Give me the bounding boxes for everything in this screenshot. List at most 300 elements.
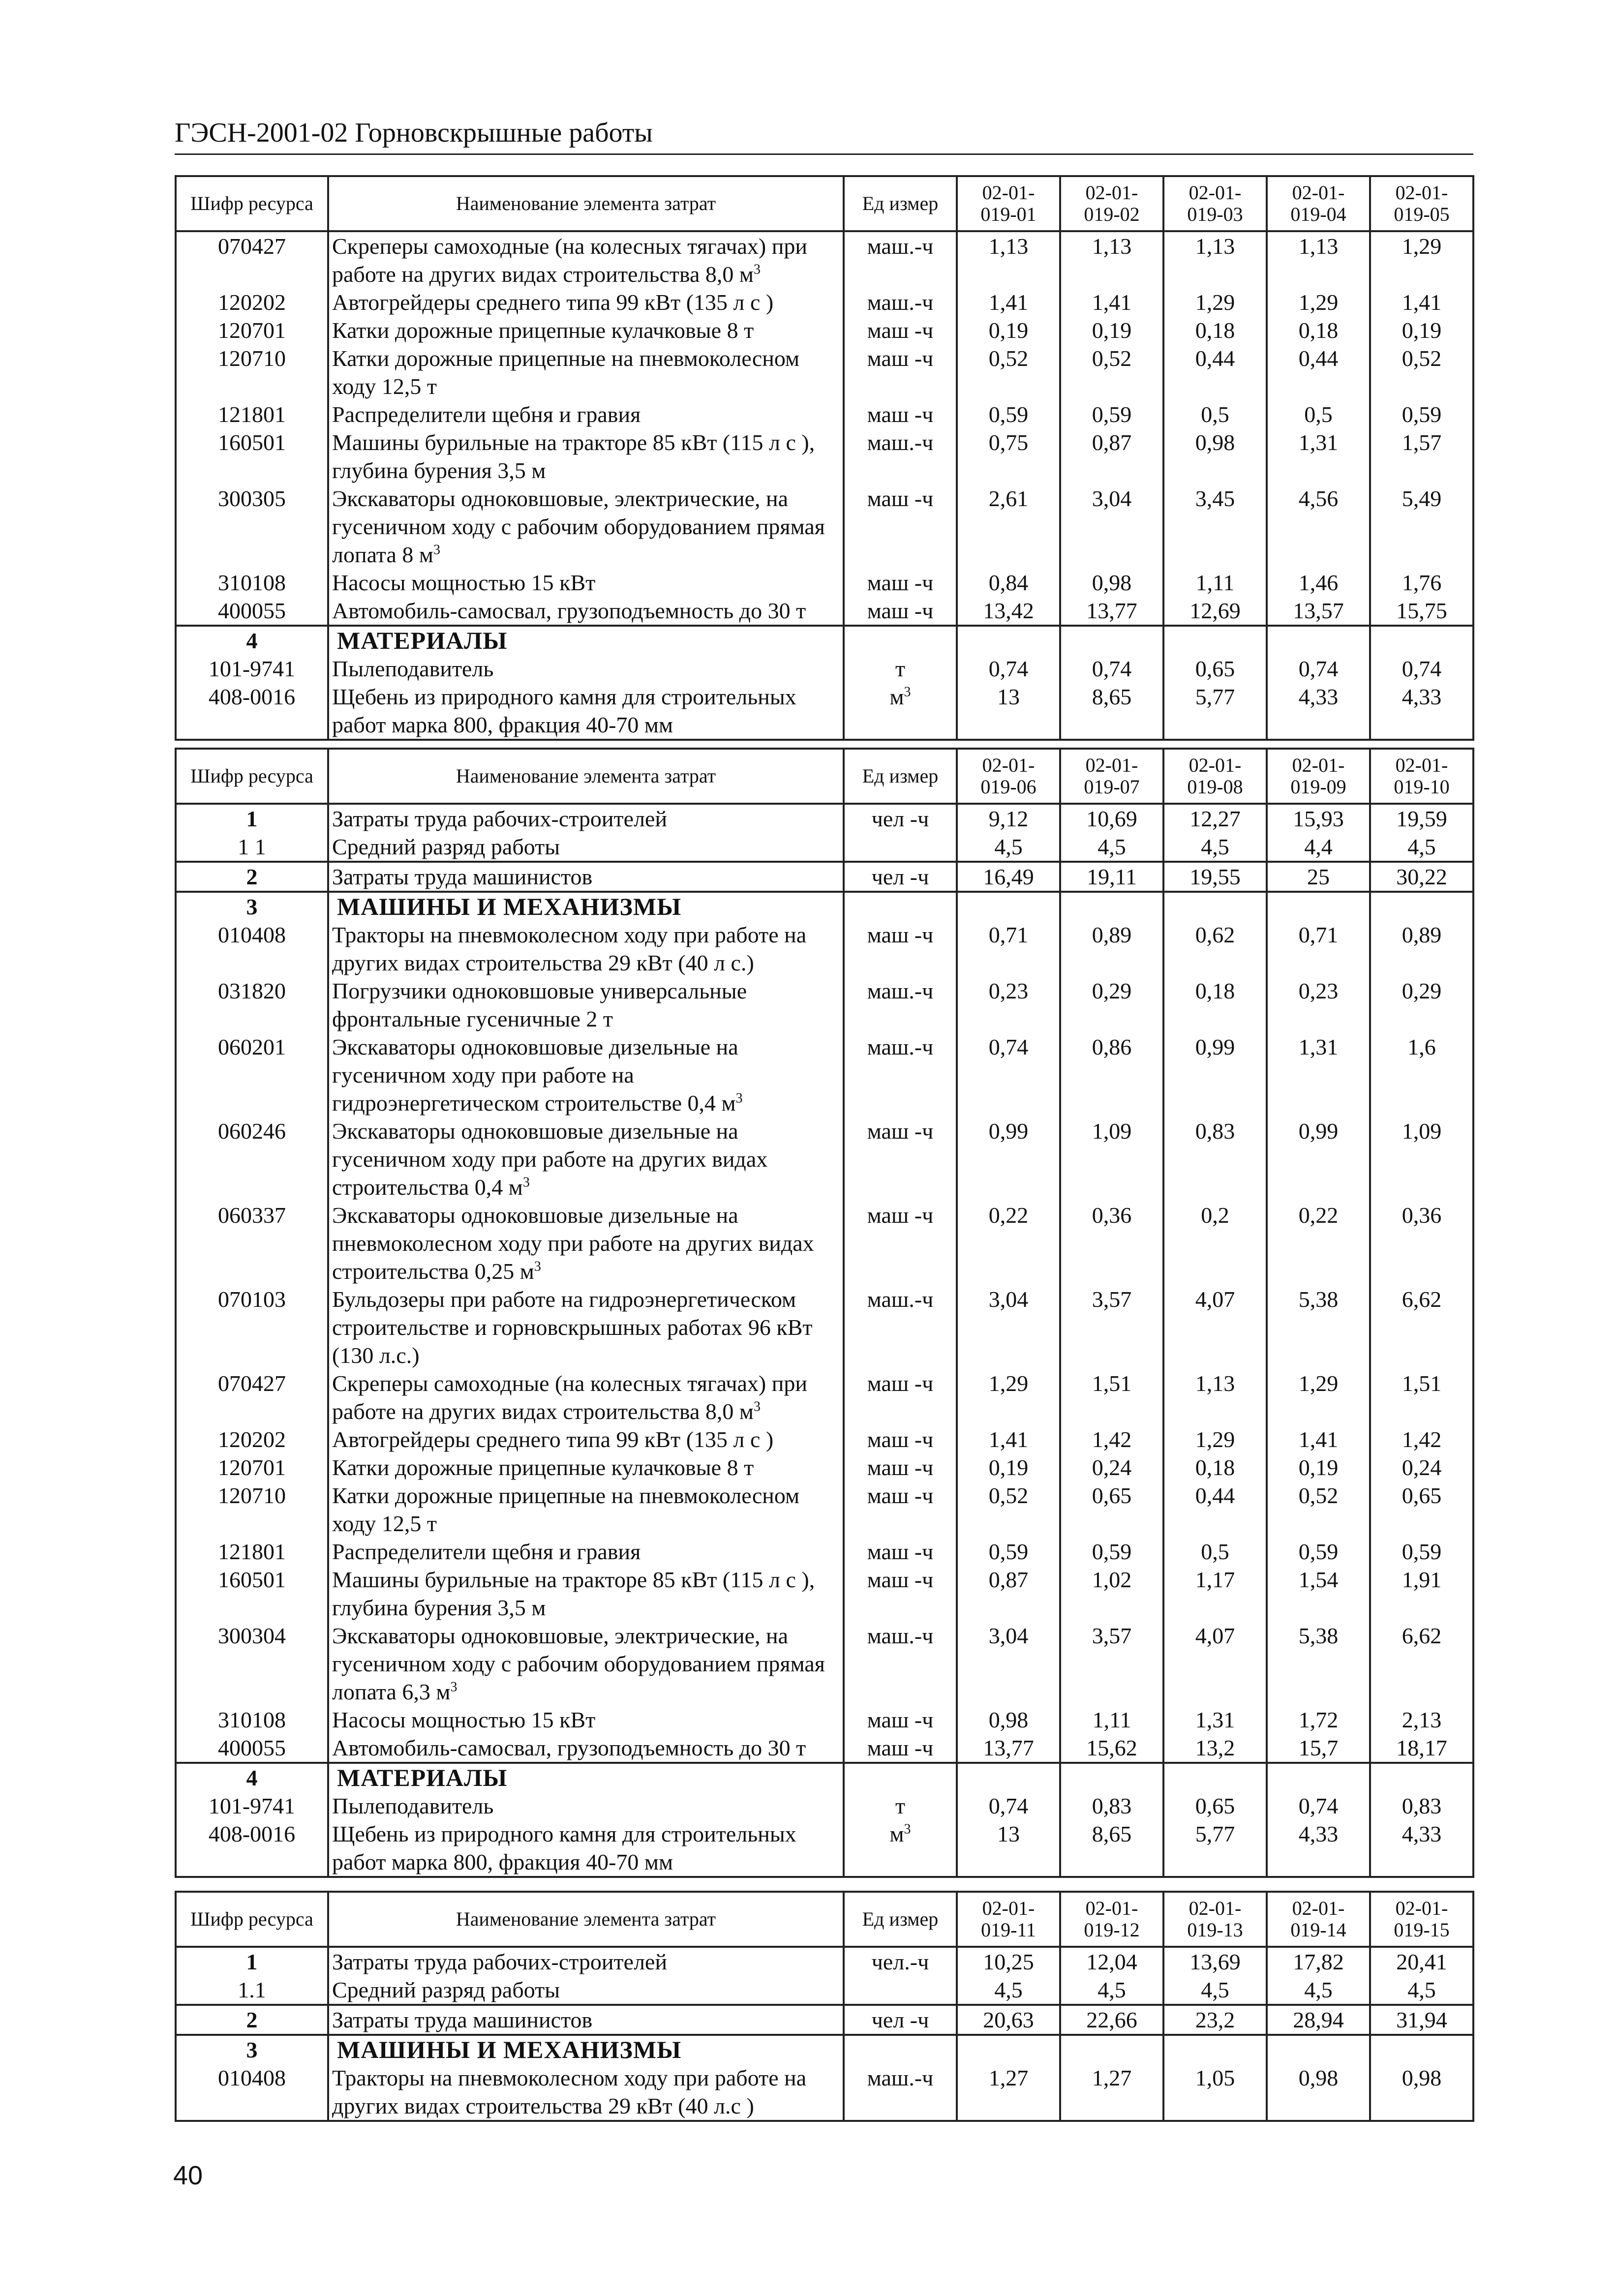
resource-name: Пылеподавитель	[328, 655, 844, 683]
resource-code: 070427	[176, 1369, 328, 1425]
norm-value: 19,11	[1060, 862, 1163, 892]
table-row	[176, 921, 1473, 977]
norm-value: 0,59	[1060, 1538, 1163, 1566]
table-row	[176, 597, 1473, 626]
resource-code: 1.1	[176, 1976, 328, 2005]
norm-value: 0,52	[1370, 344, 1473, 400]
resource-name: Машины бурильные на тракторе 85 кВт (115 л с ), глубина бурения 3,5 м	[328, 1566, 844, 1622]
norm-value: 0,18	[1267, 316, 1370, 344]
norm-value: 1,6	[1370, 1033, 1473, 1117]
norm-value: 0,29	[1060, 977, 1163, 1033]
norm-value: 15,7	[1267, 1734, 1370, 1763]
norm-value: 4,5	[1163, 833, 1267, 862]
norm-value: 8,65	[1060, 1820, 1163, 1877]
norm-value: 19,55	[1163, 862, 1267, 892]
resource-name: Тракторы на пневмоколесном ходу при работе на других видах строительства 29 кВт (40 л с.)	[328, 921, 844, 977]
resource-code: 1	[176, 804, 328, 833]
norm-value: 1,91	[1370, 1566, 1473, 1622]
norm-value: 0,84	[957, 569, 1060, 597]
column-header-norm	[1060, 749, 1163, 804]
section-row	[176, 1763, 1473, 1792]
table-row	[176, 344, 1473, 400]
resource-code: 3	[176, 2035, 328, 2064]
table-row	[176, 977, 1473, 1033]
norm-value: 15,62	[1060, 1734, 1163, 1763]
norm-code-part: 019-04	[1290, 203, 1346, 225]
table-row	[176, 400, 1473, 428]
norm-value: 28,94	[1267, 2005, 1370, 2035]
norm-value: 13,69	[1163, 1947, 1267, 1976]
norm-code-part: 019-14	[1290, 1919, 1346, 1941]
unit-of-measure: $м^3$	[844, 683, 957, 740]
norm-value: 5,38	[1267, 1622, 1370, 1706]
norm-value: 4,5	[1060, 1976, 1163, 2005]
norm-value: 1,13	[1163, 1369, 1267, 1425]
norm-value: 0,74	[957, 1033, 1060, 1117]
table-row	[176, 1706, 1473, 1734]
norm-value: 0,59	[957, 400, 1060, 428]
norm-value: 13	[957, 683, 1060, 740]
norm-value: 0,98	[1370, 2064, 1473, 2121]
norm-code-part: 02-01-	[1395, 1897, 1448, 1919]
norm-value: 1,29	[1163, 1425, 1267, 1453]
unit-of-measure: маш.-ч	[844, 288, 957, 316]
resource-name: Насосы мощностью 15 кВт	[328, 569, 844, 597]
norm-value: 0,74	[957, 1792, 1060, 1820]
table-header-row	[176, 1892, 1473, 1947]
norm-value: 0,83	[1370, 1792, 1473, 1820]
resource-name: МАТЕРИАЛЫ	[328, 1763, 844, 1792]
resource-code: 400055	[176, 1734, 328, 1763]
norm-value: 0,65	[1060, 1481, 1163, 1538]
norm-value: 13,57	[1267, 597, 1370, 626]
norm-value: 0,52	[1060, 344, 1163, 400]
norm-code-part: 019-12	[1084, 1919, 1140, 1941]
resource-code: 1 1	[176, 833, 328, 862]
norm-value: 15,75	[1370, 597, 1473, 626]
norm-value: 0,99	[1267, 1117, 1370, 1201]
norm-value: 0,52	[1267, 1481, 1370, 1538]
norm-code-part: 019-07	[1084, 776, 1140, 798]
resource-name: Распределители щебня и гравия	[328, 1538, 844, 1566]
column-header-name: Наименование элемента затрат	[328, 176, 844, 231]
table-row	[176, 1734, 1473, 1763]
norm-code-part: 019-06	[980, 776, 1037, 798]
norm-value: 4,07	[1163, 1285, 1267, 1369]
column-header-norm	[1370, 749, 1473, 804]
resource-code: 160501	[176, 428, 328, 484]
norm-value: 1,27	[957, 2064, 1060, 2121]
resource-code: 408-0016	[176, 1820, 328, 1877]
resource-code: 160501	[176, 1566, 328, 1622]
unit-of-measure: маш -ч	[844, 1706, 957, 1734]
norm-value	[957, 1763, 1060, 1792]
unit-of-measure: маш -ч	[844, 1117, 957, 1201]
norm-value: 1,11	[1060, 1706, 1163, 1734]
norm-value: 1,11	[1163, 569, 1267, 597]
norm-value: 10,25	[957, 1947, 1060, 1976]
resource-name: Скреперы самоходные (на колесных тягачах) при работе на других видах строительства 8,0 $м^3$	[328, 1369, 844, 1425]
resource-code: 010408	[176, 921, 328, 977]
resource-table-2	[175, 748, 1473, 1878]
norm-value: 0,19	[1060, 316, 1163, 344]
norm-value: 0,52	[957, 344, 1060, 400]
norm-value: 1,27	[1060, 2064, 1163, 2121]
norm-code-part: 02-01-	[1085, 754, 1138, 776]
column-header-norm	[957, 1892, 1060, 1947]
table-row	[176, 804, 1473, 833]
norm-value: 1,09	[1060, 1117, 1163, 1201]
norm-value: 1,41	[957, 1425, 1060, 1453]
resource-name: Катки дорожные прицепные на пневмоколесном ходу 12,5 т	[328, 344, 844, 400]
unit-of-measure: маш.-ч	[844, 1033, 957, 1117]
norm-value: 0,74	[1060, 655, 1163, 683]
norm-code-part: 019-15	[1394, 1919, 1450, 1941]
norm-value: 1,41	[1370, 288, 1473, 316]
norm-value: 1,41	[1060, 288, 1163, 316]
resource-code: 300305	[176, 484, 328, 569]
norm-value: 0,71	[957, 921, 1060, 977]
section-row	[176, 626, 1473, 655]
norm-value: 20,63	[957, 2005, 1060, 2035]
table-row	[176, 1481, 1473, 1538]
norm-value: 0,59	[957, 1538, 1060, 1566]
resource-name: Экскаваторы одноковшовые, электрические, на гусеничном ходу с рабочим оборудованием прямая лопата 6,3 $м^3$	[328, 1622, 844, 1706]
norm-value: 0,75	[957, 428, 1060, 484]
unit-of-measure: т	[844, 1792, 957, 1820]
norm-value: 1,31	[1267, 1033, 1370, 1117]
resource-name: Щебень из природного камня для строительных работ марка 800, фракция 40-70 мм	[328, 683, 844, 740]
resource-code: 1	[176, 1947, 328, 1976]
unit-of-measure: маш -ч	[844, 569, 957, 597]
column-header-unit: Ед измер	[844, 1892, 957, 1947]
resource-table-3	[175, 1891, 1473, 2122]
resource-name: Бульдозеры при работе на гидроэнергетическом строительстве и горновскрышных работах 96 кВт (130 л.с.)	[328, 1285, 844, 1369]
norm-value: 19,59	[1370, 804, 1473, 833]
unit-of-measure: маш.-ч	[844, 1285, 957, 1369]
norm-value: 16,49	[957, 862, 1060, 892]
norm-value: 0,23	[957, 977, 1060, 1033]
unit-of-measure: маш -ч	[844, 400, 957, 428]
norm-value: 0,36	[1060, 1201, 1163, 1285]
norm-value: 0,74	[1370, 655, 1473, 683]
resource-code: 120202	[176, 288, 328, 316]
norm-value: 4,5	[1370, 833, 1473, 862]
table-row	[176, 2064, 1473, 2121]
norm-value: 0,74	[1267, 655, 1370, 683]
norm-code-part: 02-01-	[1292, 181, 1345, 204]
resource-name: Автогрейдеры среднего типа 99 кВт (135 л с )	[328, 288, 844, 316]
norm-value: 1,41	[957, 288, 1060, 316]
norm-value: 0,59	[1370, 400, 1473, 428]
norm-value	[1060, 1763, 1163, 1792]
unit-of-measure: чел -ч	[844, 804, 957, 833]
norm-value	[957, 892, 1060, 921]
norm-value: 0,18	[1163, 316, 1267, 344]
table-row	[176, 1285, 1473, 1369]
column-header-norm	[1060, 1892, 1163, 1947]
norm-value: 22,66	[1060, 2005, 1163, 2035]
norm-value: 30,22	[1370, 862, 1473, 892]
norm-code-part: 02-01-	[1189, 1897, 1242, 1919]
norm-value: 0,59	[1370, 1538, 1473, 1566]
norm-value: 0,98	[1163, 428, 1267, 484]
column-header-name: Наименование элемента затрат	[328, 1892, 844, 1947]
unit-of-measure: маш -ч	[844, 597, 957, 626]
unit-of-measure: маш.-ч	[844, 977, 957, 1033]
table-row	[176, 1792, 1473, 1820]
norm-value: 5,38	[1267, 1285, 1370, 1369]
table-header-row	[176, 176, 1473, 231]
resource-code: 060337	[176, 1201, 328, 1285]
norm-value	[1267, 626, 1370, 655]
column-header-norm	[1163, 749, 1267, 804]
norm-value: 0,19	[957, 316, 1060, 344]
norm-value: 2,61	[957, 484, 1060, 569]
norm-value: 15,93	[1267, 804, 1370, 833]
norm-value: 4,5	[957, 833, 1060, 862]
table-row	[176, 1538, 1473, 1566]
resource-name: Скреперы самоходные (на колесных тягачах) при работе на других видах строительства 8,0 $м^3$	[328, 231, 844, 288]
unit-of-measure: маш -ч	[844, 484, 957, 569]
column-header-norm	[1163, 1892, 1267, 1947]
table-row	[176, 1566, 1473, 1622]
table-row	[176, 2005, 1473, 2035]
norm-code-part: 02-01-	[1292, 754, 1345, 776]
norm-value: 1,13	[1163, 231, 1267, 288]
norm-value: 1,51	[1060, 1369, 1163, 1425]
norm-code-part: 02-01-	[1189, 181, 1242, 204]
norm-value	[1370, 892, 1473, 921]
norm-code-part: 02-01-	[1395, 181, 1448, 204]
norm-value: 4,5	[1370, 1976, 1473, 2005]
norm-value: 1,31	[1267, 428, 1370, 484]
column-header-norm	[957, 176, 1060, 231]
norm-value: 3,45	[1163, 484, 1267, 569]
unit-of-measure	[844, 1763, 957, 1792]
norm-value: 25	[1267, 862, 1370, 892]
resource-code: 060201	[176, 1033, 328, 1117]
norm-value: 1,72	[1267, 1706, 1370, 1734]
norm-value: 3,57	[1060, 1285, 1163, 1369]
norm-value: 13	[957, 1820, 1060, 1877]
norm-value: 0,22	[1267, 1201, 1370, 1285]
resource-name: Катки дорожные прицепные кулачковые 8 т	[328, 1453, 844, 1481]
unit-of-measure: маш -ч	[844, 1734, 957, 1763]
norm-code-part: 02-01-	[982, 1897, 1035, 1919]
resource-code: 121801	[176, 1538, 328, 1566]
resource-name: Затраты труда машинистов	[328, 2005, 844, 2035]
resource-name: Распределители щебня и гравия	[328, 400, 844, 428]
norm-value: 4,5	[1060, 833, 1163, 862]
norm-value	[1267, 2035, 1370, 2064]
norm-value: 12,27	[1163, 804, 1267, 833]
norm-value: 6,62	[1370, 1622, 1473, 1706]
norm-value: 0,19	[1370, 316, 1473, 344]
norm-value: 13,2	[1163, 1734, 1267, 1763]
norm-value: 9,12	[957, 804, 1060, 833]
norm-value: 1,09	[1370, 1117, 1473, 1201]
resource-name: Погрузчики одноковшовые универсальные фронтальные гусеничные 2 т	[328, 977, 844, 1033]
norm-value: 0,71	[1267, 921, 1370, 977]
norm-value: 0,62	[1163, 921, 1267, 977]
norm-value: 1,42	[1370, 1425, 1473, 1453]
norm-code-part: 02-01-	[1395, 754, 1448, 776]
table-row	[176, 1820, 1473, 1877]
unit-of-measure: чел.-ч	[844, 1947, 957, 1976]
resource-name: Затраты труда машинистов	[328, 862, 844, 892]
norm-value: 0,86	[1060, 1033, 1163, 1117]
unit-of-measure: маш -ч	[844, 1453, 957, 1481]
unit-of-measure: маш -ч	[844, 344, 957, 400]
norm-value: 17,82	[1267, 1947, 1370, 1976]
norm-value: 0,18	[1163, 977, 1267, 1033]
resource-code: 3	[176, 892, 328, 921]
norm-value: 0,87	[957, 1566, 1060, 1622]
resource-name: Затраты труда рабочих-строителей	[328, 804, 844, 833]
norm-value: 1,29	[1267, 288, 1370, 316]
norm-value: 4,5	[957, 1976, 1060, 2005]
unit-of-measure: маш.-ч	[844, 231, 957, 288]
norm-value: 13,77	[957, 1734, 1060, 1763]
section-row	[176, 892, 1473, 921]
table-row	[176, 655, 1473, 683]
norm-value: 0,44	[1163, 1481, 1267, 1538]
resource-name: Тракторы на пневмоколесном ходу при работе на других видах строительства 29 кВт (40 л.с )	[328, 2064, 844, 2121]
norm-value: 1,02	[1060, 1566, 1163, 1622]
norm-value: 3,04	[1060, 484, 1163, 569]
norm-value	[1060, 2035, 1163, 2064]
norm-value: 4,33	[1370, 1820, 1473, 1877]
norm-value: 4,07	[1163, 1622, 1267, 1706]
norm-code-part: 019-02	[1084, 203, 1140, 225]
resource-name: Экскаваторы одноковшовые дизельные на гусеничном ходу при работе на других видах строительства 0,4 $м^3$	[328, 1117, 844, 1201]
norm-value: 4,33	[1370, 683, 1473, 740]
norm-value: 0,24	[1370, 1453, 1473, 1481]
resource-name: Автогрейдеры среднего типа 99 кВт (135 л с )	[328, 1425, 844, 1453]
norm-value: 0,59	[1060, 400, 1163, 428]
norm-value: 0,23	[1267, 977, 1370, 1033]
resource-code: 120701	[176, 316, 328, 344]
norm-value: 4,33	[1267, 683, 1370, 740]
norm-value: 0,44	[1163, 344, 1267, 400]
table-row	[176, 1453, 1473, 1481]
norm-value: 0,87	[1060, 428, 1163, 484]
norm-value: 0,83	[1060, 1792, 1163, 1820]
norm-value: 0,5	[1267, 400, 1370, 428]
norm-value: 12,04	[1060, 1947, 1163, 1976]
resource-name: Катки дорожные прицепные кулачковые 8 т	[328, 316, 844, 344]
norm-code-part: 019-13	[1187, 1919, 1243, 1941]
section-row	[176, 2035, 1473, 2064]
norm-value: 0,2	[1163, 1201, 1267, 1285]
table-row	[176, 231, 1473, 288]
norm-value: 0,24	[1060, 1453, 1163, 1481]
resource-code: 4	[176, 1763, 328, 1792]
resource-name: Средний разряд работы	[328, 833, 844, 862]
resource-name: Затраты труда рабочих-строителей	[328, 1947, 844, 1976]
unit-of-measure: маш -ч	[844, 1425, 957, 1453]
page-number: 40	[173, 2161, 203, 2190]
table-row	[176, 1425, 1473, 1453]
norm-value: 0,98	[957, 1706, 1060, 1734]
table-row	[176, 1622, 1473, 1706]
norm-value: 1,76	[1370, 569, 1473, 597]
resource-code: 120710	[176, 1481, 328, 1538]
norm-value: 5,77	[1163, 683, 1267, 740]
resource-name: Средний разряд работы	[328, 1976, 844, 2005]
column-header-norm	[1267, 749, 1370, 804]
unit-of-measure	[844, 833, 957, 862]
unit-of-measure: чел -ч	[844, 862, 957, 892]
page-header: ГЭСН-2001-02 Горновскрышные работы	[175, 118, 653, 148]
resource-code: 300304	[176, 1622, 328, 1706]
norm-value: 2,13	[1370, 1706, 1473, 1734]
column-header-norm	[1267, 1892, 1370, 1947]
norm-value: 1,13	[1060, 231, 1163, 288]
norm-value: 13,77	[1060, 597, 1163, 626]
resource-code: 120202	[176, 1425, 328, 1453]
resource-code: 310108	[176, 1706, 328, 1734]
norm-value: 1,13	[1267, 231, 1370, 288]
norm-value	[1163, 626, 1267, 655]
norm-value: 3,04	[957, 1622, 1060, 1706]
unit-of-measure: маш.-ч	[844, 428, 957, 484]
column-header-code: Шифр ресурса	[176, 1892, 328, 1947]
norm-value: 3,04	[957, 1285, 1060, 1369]
resource-name: Насосы мощностью 15 кВт	[328, 1706, 844, 1734]
norm-value: 0,36	[1370, 1201, 1473, 1285]
column-header-code: Шифр ресурса	[176, 176, 328, 231]
table-row	[176, 1947, 1473, 1976]
header-divider	[175, 153, 1473, 155]
norm-value: 0,74	[1267, 1792, 1370, 1820]
table-row	[176, 316, 1473, 344]
resource-name: Экскаваторы одноковшовые дизельные на гусеничном ходу при работе на гидроэнергетическом строительстве 0,4 $м^3$	[328, 1033, 844, 1117]
table-row	[176, 833, 1473, 862]
unit-of-measure: маш.-ч	[844, 2064, 957, 2121]
table-row	[176, 1117, 1473, 1201]
norm-value: 4,4	[1267, 833, 1370, 862]
norm-value	[1370, 626, 1473, 655]
resource-code: 060246	[176, 1117, 328, 1201]
unit-of-measure: чел -ч	[844, 2005, 957, 2035]
norm-value: 0,99	[957, 1117, 1060, 1201]
norm-code-part: 019-09	[1290, 776, 1346, 798]
column-header-unit: Ед измер	[844, 749, 957, 804]
resource-name: МАШИНЫ И МЕХАНИЗМЫ	[328, 2035, 844, 2064]
norm-value: 5,49	[1370, 484, 1473, 569]
resource-code: 031820	[176, 977, 328, 1033]
unit-of-measure: маш -ч	[844, 1201, 957, 1285]
norm-value: 1,42	[1060, 1425, 1163, 1453]
table-row	[176, 1201, 1473, 1285]
unit-of-measure: маш -ч	[844, 1538, 957, 1566]
resource-name: Машины бурильные на тракторе 85 кВт (115 л с ), глубина бурения 3,5 м	[328, 428, 844, 484]
norm-value: 1,51	[1370, 1369, 1473, 1425]
norm-value	[1163, 2035, 1267, 2064]
column-header-unit: Ед измер	[844, 176, 957, 231]
table-row	[176, 1976, 1473, 2005]
table-row	[176, 569, 1473, 597]
column-header-norm	[1060, 176, 1163, 231]
norm-code-part: 019-10	[1394, 776, 1450, 798]
column-header-norm	[1370, 1892, 1473, 1947]
resource-code: 120701	[176, 1453, 328, 1481]
norm-value	[1370, 2035, 1473, 2064]
norm-value: 10,69	[1060, 804, 1163, 833]
norm-value: 1,17	[1163, 1566, 1267, 1622]
